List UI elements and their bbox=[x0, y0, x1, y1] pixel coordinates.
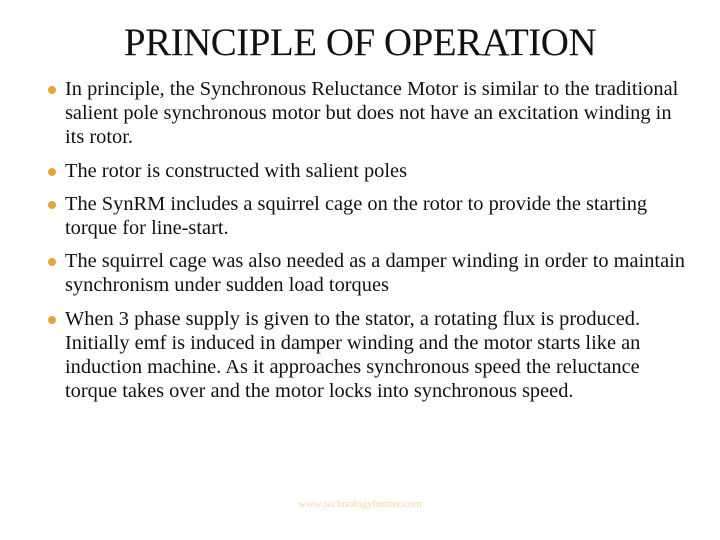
bullet-text: The SynRM includes a squirrel cage on the rotor to provide the starting torque for line-start. bbox=[65, 192, 648, 240]
bullet-text: The rotor is constructed with salient poles bbox=[65, 159, 408, 182]
slide-title: PRINCIPLE OF OPERATION bbox=[123, 21, 597, 64]
bullet-item bbox=[44, 249, 686, 297]
bullet-dot-icon bbox=[48, 316, 56, 324]
bullet-dot-icon bbox=[48, 258, 56, 266]
bullet-item bbox=[44, 307, 686, 404]
bullet-dot-icon bbox=[48, 201, 56, 209]
bullet-text: When 3 phase supply is given to the stator, a rotating flux is produced. Initially emf is induced in damper winding and the motor starts like an induction machine. As it approaches synchronous speed the reluctance torque takes over and the motor locks into synchronous speed. bbox=[65, 307, 641, 403]
bullet-text: In principle, the Synchronous Reluctance Motor is similar to the traditional salient pole synchronous motor but does not have an excitation winding in its rotor. bbox=[65, 78, 679, 149]
bullet-dot-icon bbox=[48, 168, 56, 176]
bullet-item bbox=[44, 77, 686, 150]
bullet-list bbox=[44, 77, 686, 412]
footer-watermark: www.technologyhunter.com bbox=[298, 498, 422, 510]
bullet-text: The squirrel cage was also needed as a damper winding in order to maintain synchronism under sudden load torques bbox=[65, 250, 686, 297]
bullet-dot-icon bbox=[48, 86, 56, 94]
bullet-item bbox=[44, 159, 686, 183]
bullet-item bbox=[44, 192, 686, 240]
